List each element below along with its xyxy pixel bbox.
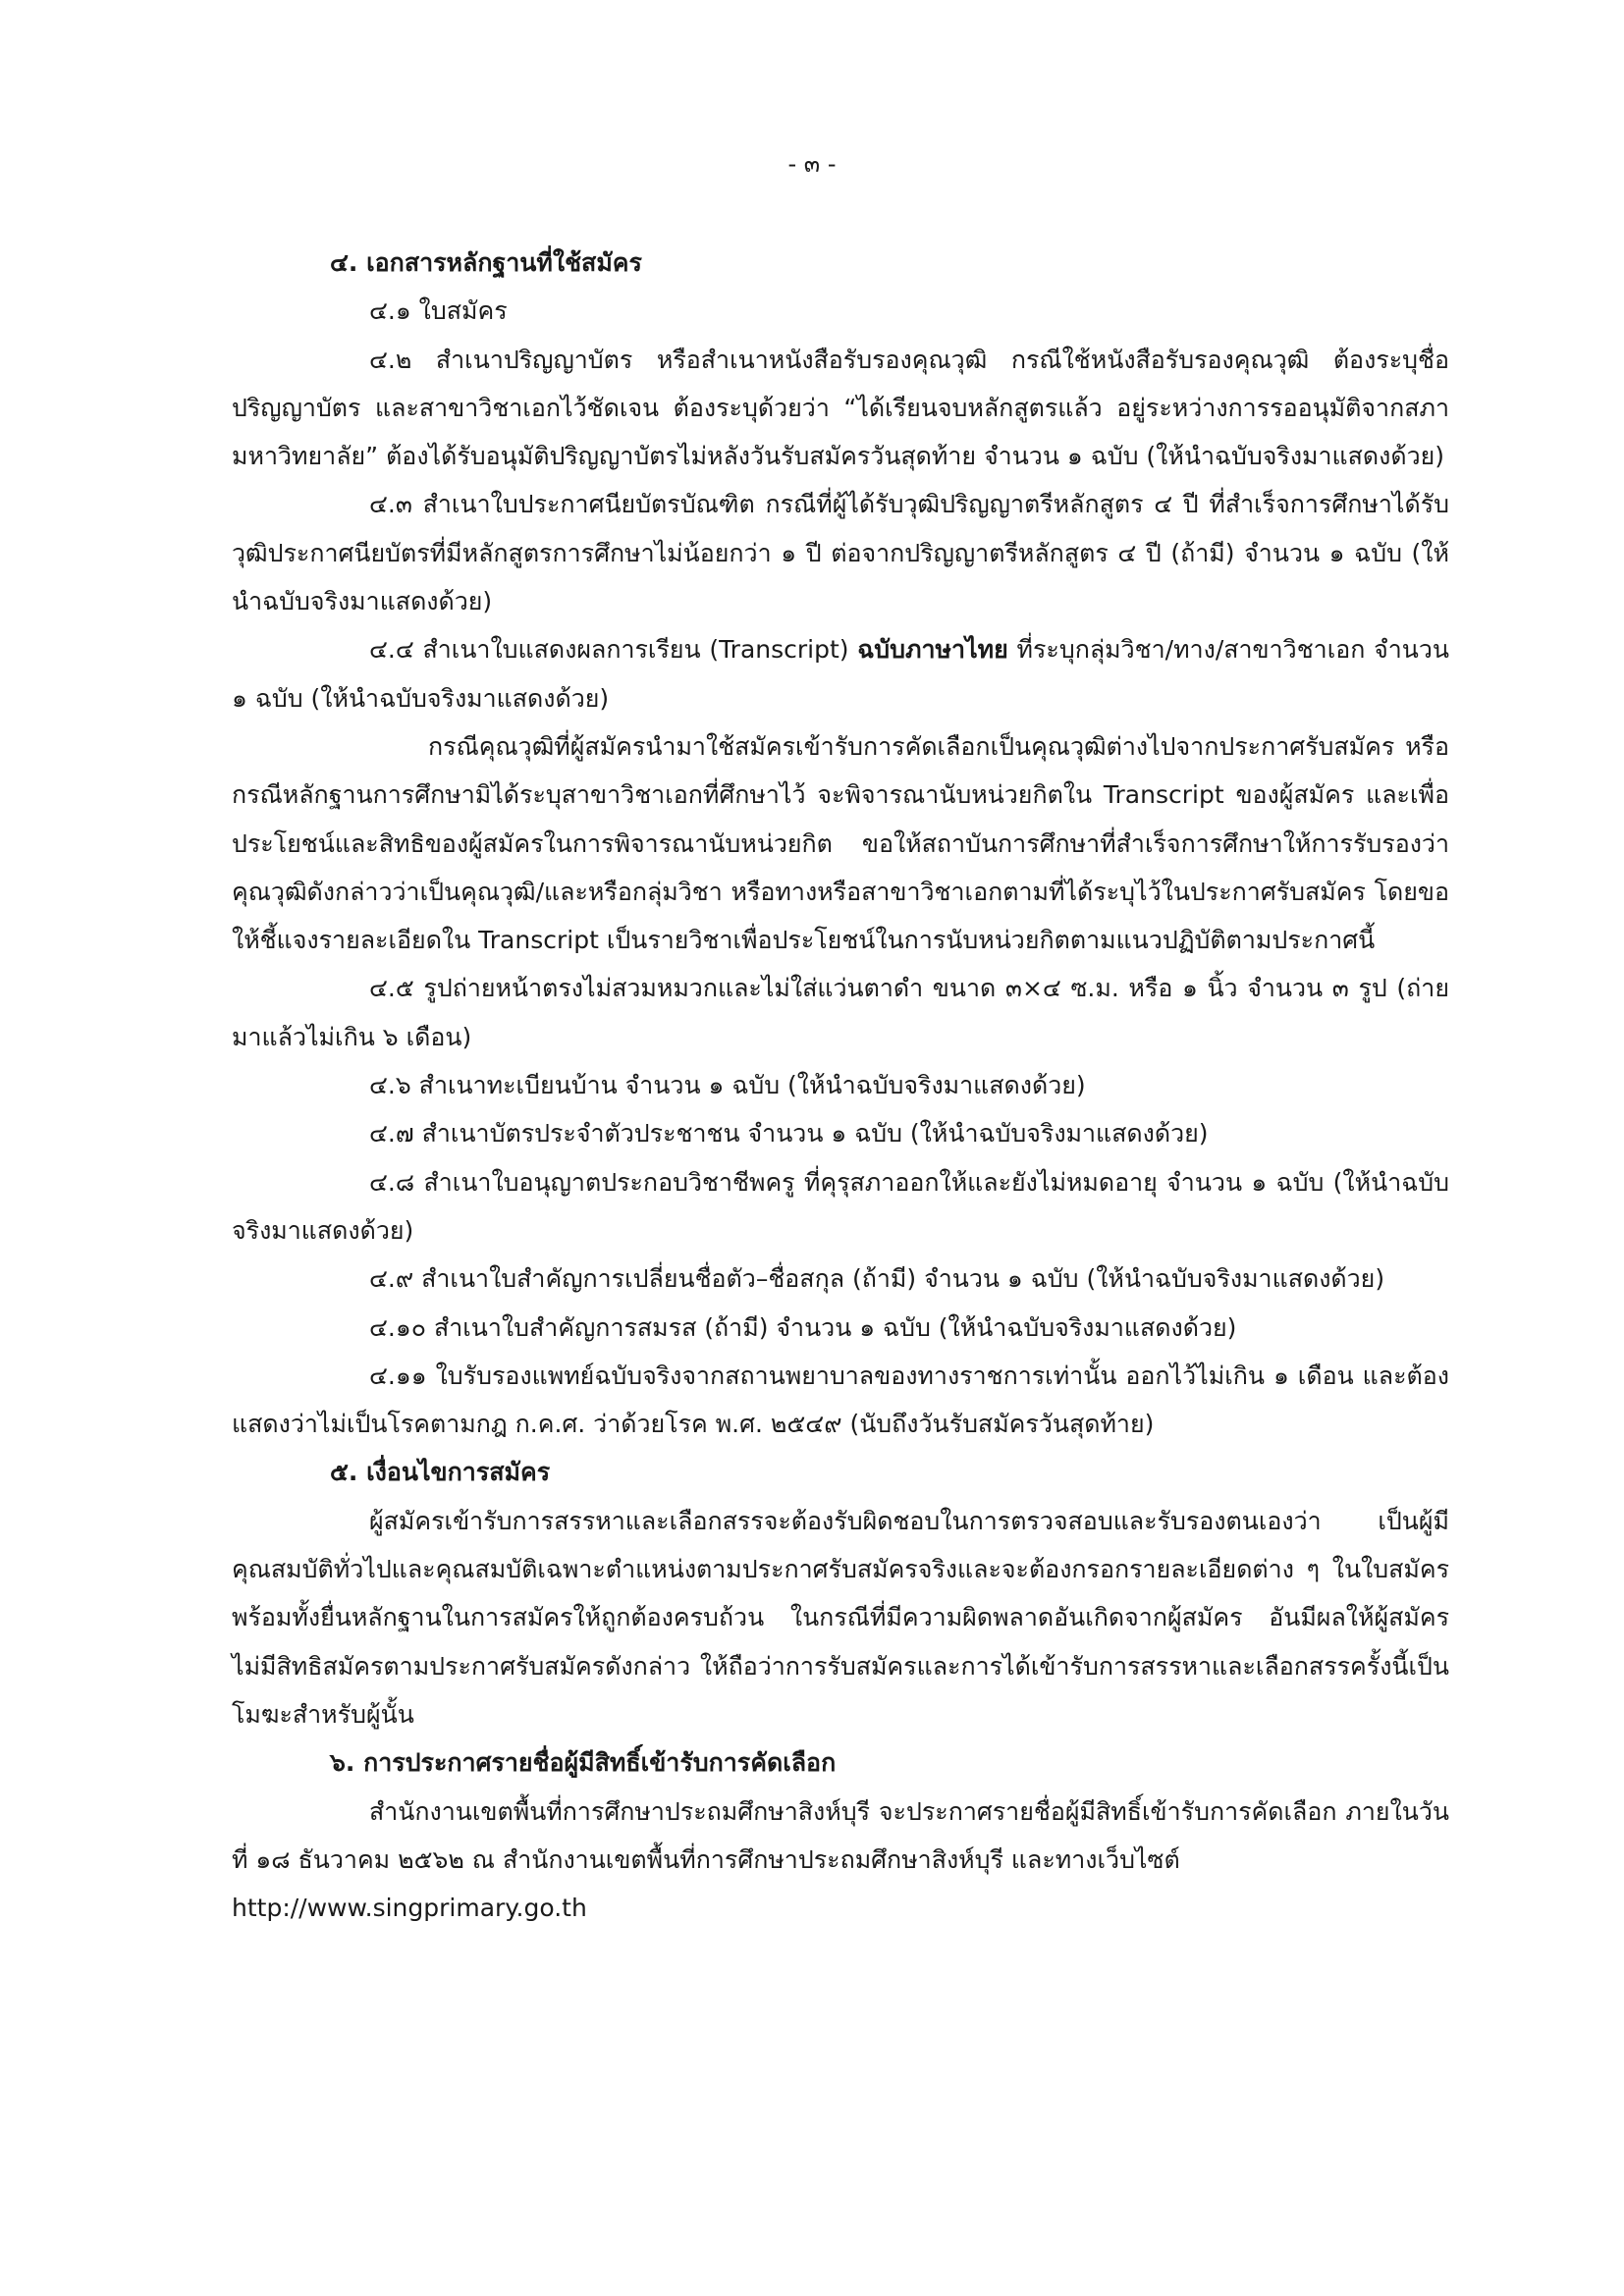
page-number: - ๓ - <box>787 150 837 178</box>
item-4-9: ๔.๙ สำเนาใบสำคัญการเปลี่ยนชื่อตัว–ชื่อสกุล (ถ้ามี) จำนวน ๑ ฉบับ (ให้นำฉบับจริงมาแสดงด้วย) <box>369 1264 1385 1294</box>
item-4-1: ๔.๑ ใบสมัคร <box>369 296 508 326</box>
item-4-8: ๔.๘ สำเนาใบอนุญาตประกอบวิชาชีพครู ที่คุรุสภาออกให้และยังไม่หมดอายุ จำนวน ๑ ฉบับ (ให้นำฉบับจริงมาแสดงด้วย) <box>232 1167 1449 1245</box>
item-4-10: ๔.๑๐ สำเนาใบสำคัญการสมรส (ถ้ามี) จำนวน ๑ ฉบับ (ให้นำฉบับจริงมาแสดงด้วย) <box>369 1312 1237 1342</box>
item-4-11: ๔.๑๑ ใบรับรองแพทย์ฉบับจริงจากสถานพยาบาลของทางราชการเท่านั้น ออกไว้ไม่เกิน ๑ เดือน และต้องแสดงว่าไม่เป็นโรคตามกฎ ก.ค.ศ. ว่าด้วยโรค พ.ศ. ๒๕๔๙ (นับถึงวันรับสมัครวันสุดท้าย) <box>232 1361 1449 1439</box>
item-4-4-bold-text: ฉบับภาษาไทย <box>857 635 1008 665</box>
item-4-4-note: กรณีคุณวุฒิที่ผู้สมัครนำมาใช้สมัครเข้ารับการคัดเลือกเป็นคุณวุฒิต่างไปจากประกาศรับสมัคร หรือกรณีหลักฐานการศึกษามิได้ระบุสาขาวิชาเอกที่ศึกษาไว้ จะพิจารณานับหน่วยกิตใน Transcript ของผู้สมัคร และเพื่อประโยชน์และสิทธิของผู้สมัครในการพิจารณานับหน่วยกิต ขอให้สถาบันการศึกษาที่สำเร็จการศึกษาให้การรับรองว่าคุณวุฒิดังกล่าวว่าเป็นคุณวุฒิ/และหรือกลุ่มวิชา หรือทางหรือสาขาวิชาเอกตามที่ได้ระบุไว้ในประกาศรับสมัคร โดยขอให้ชี้แจงรายละเอียดใน Transcript เป็นรายวิชาเพื่อประโยชน์ในการนับหน่วยกิตตามแนวปฏิบัติตามประกาศนี้ <box>232 731 1449 955</box>
item-4-7: ๔.๗ สำเนาบัตรประจำตัวประชาชน จำนวน ๑ ฉบับ (ให้นำฉบับจริงมาแสดงด้วย) <box>369 1119 1209 1148</box>
item-4-4-text-start: ๔.๔ สำเนาใบแสดงผลการเรียน (Transcript) <box>369 635 858 665</box>
section-6-body: สำนักงานเขตพื้นที่การศึกษาประถมศึกษาสิงห์บุรี จะประกาศรายชื่อผู้มีสิทธิ์เข้ารับการคัดเลือก ภายในวันที่ ๑๘ ธันวาคม ๒๕๖๒ ณ สำนักงานเขตพื้นที่การศึกษาประถมศึกษาสิงห์บุรี และทางเว็บไซต์ <box>232 1796 1449 1874</box>
section-4-heading: ๔. เอกสารหลักฐานที่ใช้สมัคร <box>330 248 642 277</box>
document-body <box>232 239 1449 1932</box>
section-5-heading: ๕. เงื่อนไขการสมัคร <box>330 1458 551 1487</box>
item-4-5: ๔.๕ รูปถ่ายหน้าตรงไม่สวมหมวกและไม่ใส่แว่นตาดำ ขนาด ๓×๔ ซ.ม. หรือ ๑ นิ้ว จำนวน ๓ รูป (ถ่ายมาแล้วไม่เกิน ๖ เดือน) <box>232 974 1449 1051</box>
item-4-6: ๔.๖ สำเนาทะเบียนบ้าน จำนวน ๑ ฉบับ (ให้นำฉบับจริงมาแสดงด้วย) <box>369 1071 1086 1100</box>
item-4-4 <box>232 625 1449 722</box>
item-4-4-text-end: ที่ระบุกลุ่มวิชา/ทาง/สาขาวิชาเอก จำนวน ๑ ฉบับ (ให้นำฉบับจริงมาแสดงด้วย) <box>232 635 1450 713</box>
section-5-body: ผู้สมัครเข้ารับการสรรหาและเลือกสรรจะต้องรับผิดชอบในการตรวจสอบและรับรองตนเองว่า เป็นผู้มีคุณสมบัติทั่วไปและคุณสมบัติเฉพาะตำแหน่งตามประกาศรับสมัครจริงและจะต้องกรอกรายละเอียดต่าง ๆ ในใบสมัคร พร้อมทั้งยื่นหลักฐานในการสมัครให้ถูกต้องครบถ้วน ในกรณีที่มีความผิดพลาดอันเกิดจากผู้สมัคร อันมีผลให้ผู้สมัครไม่มีสิทธิสมัครตามประกาศรับสมัครดังกล่าว ให้ถือว่าการรับสมัครและการได้เข้ารับการสรรหาและเลือกสรรครั้งนี้เป็นโมฆะสำหรับผู้นั้น <box>232 1506 1449 1729</box>
item-4-3: ๔.๓ สำเนาใบประกาศนียบัตรบัณฑิต กรณีที่ผู้ได้รับวุฒิปริญญาตรีหลักสูตร ๔ ปี ที่สำเร็จการศึกษาได้รับวุฒิประกาศนียบัตรที่มีหลักสูตรการศึกษาไม่น้อยกว่า ๑ ปี ต่อจากปริญญาตรีหลักสูตร ๔ ปี (ถ้ามี) จำนวน ๑ ฉบับ (ให้นำฉบับจริงมาแสดงด้วย) <box>232 490 1449 616</box>
item-4-2: ๔.๒ สำเนาปริญญาบัตร หรือสำเนาหนังสือรับรองคุณวุฒิ กรณีใช้หนังสือรับรองคุณวุฒิ ต้องระบุชื่อปริญญาบัตร และสาขาวิชาเอกไว้ชัดเจน ต้องระบุด้วยว่า “ได้เรียนจบหลักสูตรแล้ว อยู่ระหว่างการรออนุมัติจากสภามหาวิทยาลัย” ต้องได้รับอนุมัติปริญญาบัตรไม่หลังวันรับสมัครวันสุดท้าย จำนวน ๑ ฉบับ (ให้นำฉบับจริงมาแสดงด้วย) <box>232 345 1449 471</box>
section-6-heading: ๖. การประกาศรายชื่อผู้มีสิทธิ์เข้ารับการคัดเลือก <box>330 1748 837 1778</box>
website-url: http://www.singprimary.go.th <box>232 1894 587 1923</box>
